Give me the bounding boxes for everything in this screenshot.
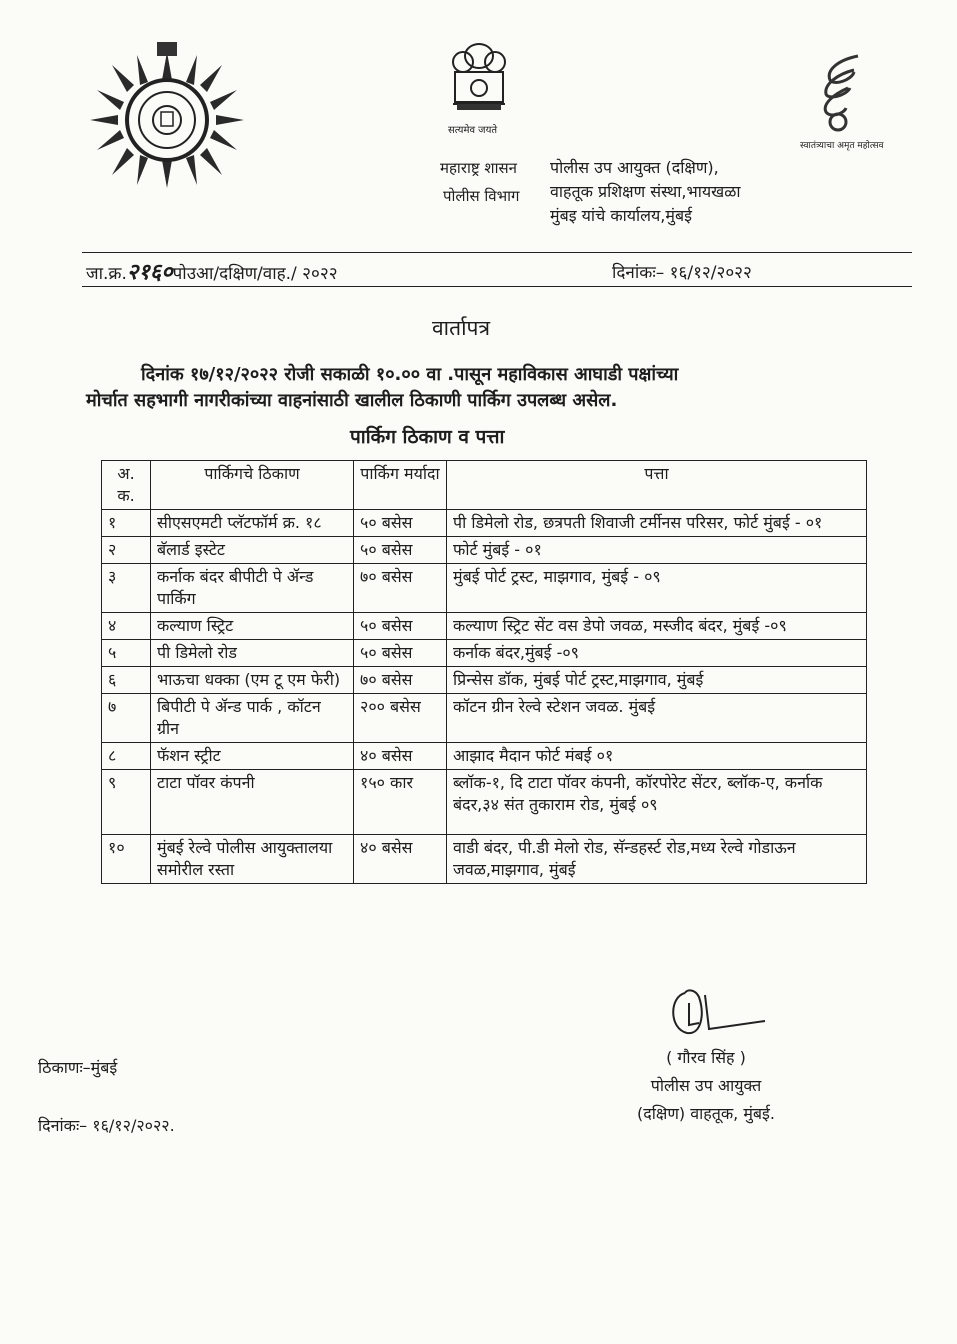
signatory-office: (दक्षिण) वाहतूक, मुंबई. xyxy=(636,1104,775,1123)
table-title: पार्किग ठिकाण व पत्ता xyxy=(350,426,505,448)
reference-date: दिनांकः– १६/१२/२०२२ xyxy=(612,263,752,283)
table-row xyxy=(102,835,867,884)
footer-date: दिनांकः– १६/१२/२०२२. xyxy=(38,1116,175,1135)
cell-sr: १० xyxy=(102,835,151,884)
header-place: पार्किगचे ठिकाण xyxy=(151,461,354,510)
footer-place: ठिकाणः–मुंबई xyxy=(38,1058,118,1077)
cell-place: भाऊचा धक्का (एम टू एम फेरी) xyxy=(151,667,354,694)
cell-sr: २ xyxy=(102,537,151,564)
cell-limit: ५० बसेस xyxy=(354,510,447,537)
cell-address: आझाद मैदान फोर्ट मंबई ०१ xyxy=(447,743,867,770)
emblem-motto: सत्यमेव जयते xyxy=(448,125,498,136)
ref-suffix: पोउआ/दक्षिण/वाह./ २०२२ xyxy=(172,264,338,284)
cell-sr: ३ xyxy=(102,564,151,613)
cell-place: फॅशन स्ट्रीट xyxy=(151,743,354,770)
govt-label: महाराष्ट्र शासन xyxy=(440,159,517,177)
signature-mark xyxy=(665,985,775,1049)
cell-sr: ९ xyxy=(102,770,151,835)
cell-limit: ७० बसेस xyxy=(354,667,447,694)
cell-address: फोर्ट मुंबई - ०१ xyxy=(447,537,867,564)
cell-limit: ५० बसेस xyxy=(354,640,447,667)
signature-block xyxy=(596,1044,816,1128)
cell-address: वाडी बंदर, पी.डी मेलो रोड, सॅन्डहर्स्ट रोड,मध्य रेल्वे गोडाऊन जवळ,माझगाव, मुंबई xyxy=(447,835,867,884)
cell-address: कर्नाक बंदर,मुंबई -०९ xyxy=(447,640,867,667)
table-header-row xyxy=(102,461,867,510)
amrit-mahotsav-caption: स्वातंत्र्याचा अमृत महोत्सव xyxy=(800,141,884,151)
paragraph-line-1: दिनांक १७/१२/२०२२ रोजी सकाळी १०.०० वा .पासून महाविकास आघाडी पक्षांच्या xyxy=(141,364,679,385)
cell-place: मुंबई रेल्वे पोलीस आयुक्तालया समोरील रस्ता xyxy=(151,835,354,884)
table-row xyxy=(102,564,867,613)
office-line-1: पोलीस उप आयुक्त (दक्षिण), xyxy=(550,158,719,177)
table-row xyxy=(102,537,867,564)
cell-limit: १५० कार xyxy=(354,770,447,835)
amrit-mahotsav-logo xyxy=(808,50,868,134)
cell-limit: ७० बसेस xyxy=(354,564,447,613)
cell-sr: ४ xyxy=(102,613,151,640)
cell-place: बॅलार्ड इस्टेट xyxy=(151,537,354,564)
cell-address: कॉटन ग्रीन रेल्वे स्टेशन जवळ. मुंबई xyxy=(447,694,867,743)
cell-address: कल्याण स्ट्रिट सेंट वस डेपो जवळ, मस्जीद बंदर, मुंबई -०९ xyxy=(447,613,867,640)
cell-sr: १ xyxy=(102,510,151,537)
cell-limit: ५० बसेस xyxy=(354,613,447,640)
table-row xyxy=(102,770,867,835)
table-row xyxy=(102,510,867,537)
office-address xyxy=(550,156,741,228)
cell-place: टाटा पॉवर कंपनी xyxy=(151,770,354,835)
ref-prefix: जा.क्र. xyxy=(86,264,127,284)
reference-number xyxy=(86,256,338,286)
cell-place: पी डिमेलो रोड xyxy=(151,640,354,667)
ref-handwritten-number: २१६० xyxy=(126,259,173,285)
table-row xyxy=(102,743,867,770)
signatory-designation: पोलीस उप आयुक्त xyxy=(650,1076,762,1095)
office-line-2: वाहतूक प्रशिक्षण संस्था,भायखळा xyxy=(550,182,741,201)
header-limit: पार्किग मर्यादा xyxy=(354,461,447,510)
cell-limit: ५० बसेस xyxy=(354,537,447,564)
cell-address: मुंबई पोर्ट ट्रस्ट, माझगाव, मुंबई - ०९ xyxy=(447,564,867,613)
cell-place: कर्नाक बंदर बीपीटी पे ॲन्ड पार्किग xyxy=(151,564,354,613)
cell-sr: ७ xyxy=(102,694,151,743)
mumbai-police-logo xyxy=(82,40,252,200)
top-rule xyxy=(82,252,912,253)
cell-sr: ६ xyxy=(102,667,151,694)
bottom-rule xyxy=(82,286,912,287)
header-sr: अ. क. xyxy=(102,461,151,510)
notice-paragraph xyxy=(86,362,886,414)
cell-sr: ५ xyxy=(102,640,151,667)
dept-label: पोलीस विभाग xyxy=(443,187,520,205)
signatory-name: ( गौरव सिंह ) xyxy=(666,1048,746,1067)
cell-place: कल्याण स्ट्रिट xyxy=(151,613,354,640)
cell-place: सीएसएमटी प्लॅटफॉर्म क्र. १८ xyxy=(151,510,354,537)
national-emblem xyxy=(443,38,515,124)
table-row xyxy=(102,613,867,640)
cell-address: ब्लॉक-१, दि टाटा पॉवर कंपनी, कॉरपोरेट सेंटर, ब्लॉक-ए, कर्नाक बंदर,३४ संत तुकाराम रोड, मुंबई ०९ xyxy=(447,770,867,835)
office-line-3: मुंबइ यांचे कार्यालय,मुंबई xyxy=(550,206,692,225)
parking-table xyxy=(101,460,867,884)
cell-limit: २०० बसेस xyxy=(354,694,447,743)
cell-limit: ४० बसेस xyxy=(354,835,447,884)
table-row xyxy=(102,694,867,743)
header-address: पत्ता xyxy=(447,461,867,510)
paragraph-line-2: मोर्चात सहभागी नागरीकांच्या वाहनांसाठी खालील ठिकाणी पार्किग उपलब्ध असेल. xyxy=(86,390,618,411)
cell-sr: ८ xyxy=(102,743,151,770)
table-row xyxy=(102,667,867,694)
table-row xyxy=(102,640,867,667)
cell-limit: ४० बसेस xyxy=(354,743,447,770)
cell-address: पी डिमेलो रोड, छत्रपती शिवाजी टर्मीनस परिसर, फोर्ट मुंबई - ०१ xyxy=(447,510,867,537)
page-title: वार्तापत्र xyxy=(432,316,491,340)
cell-address: प्रिन्सेस डॉक, मुंबई पोर्ट ट्रस्ट,माझगाव, मुंबई xyxy=(447,667,867,694)
cell-place: बिपीटी पे ॲन्ड पार्क , कॉटन ग्रीन xyxy=(151,694,354,743)
